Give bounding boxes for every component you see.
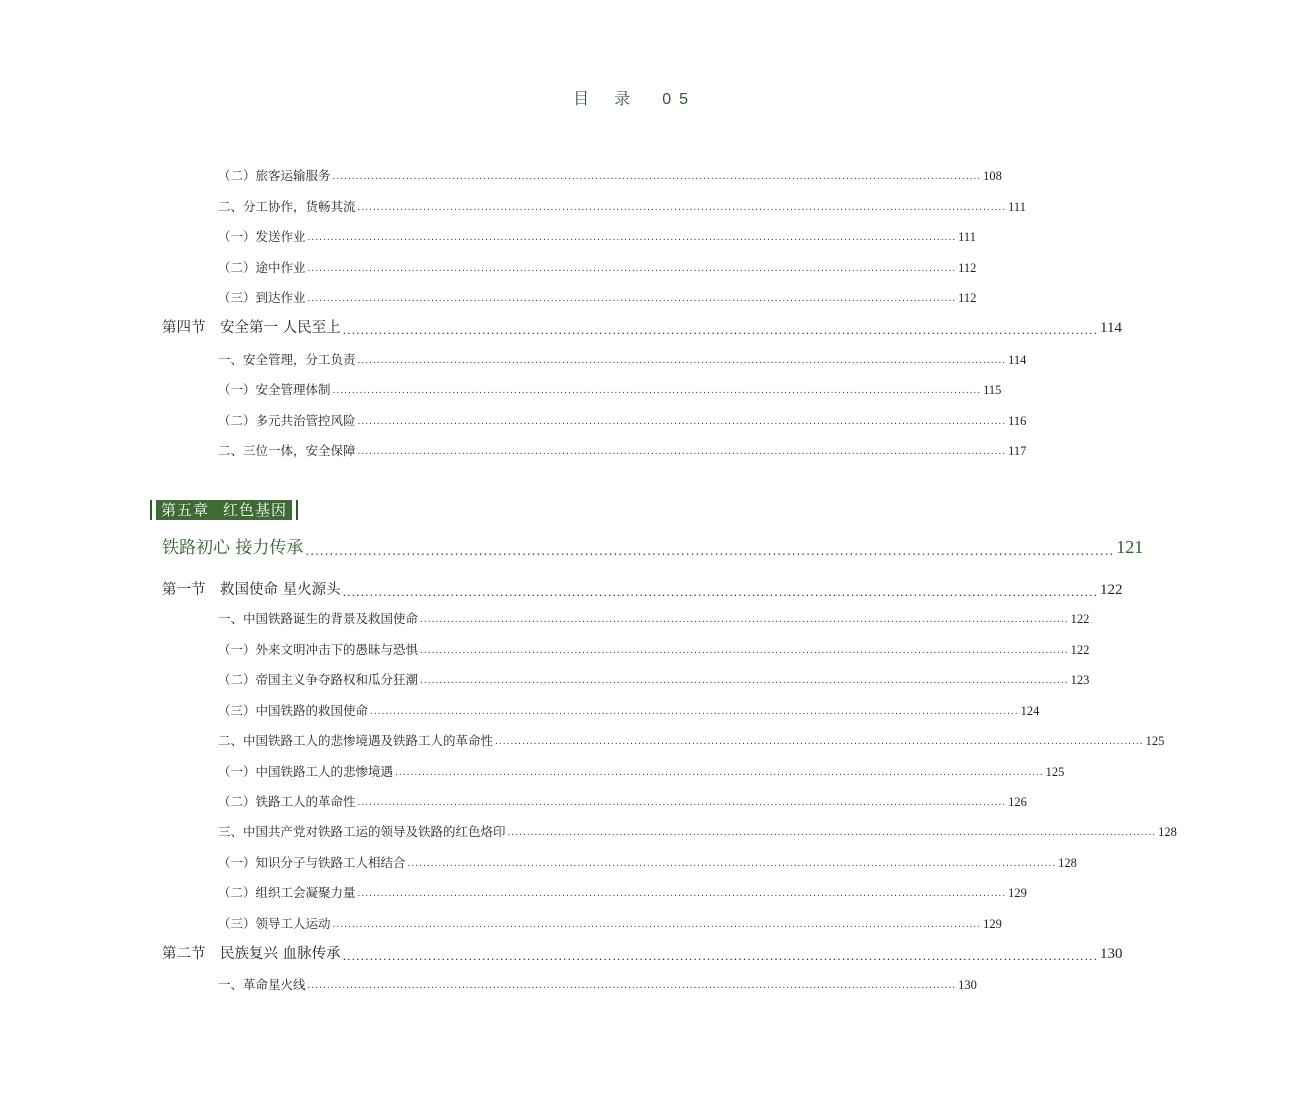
chapter-label [156,500,292,520]
toc-entry-page: 112 [958,291,977,305]
dot-leader: ........................................................................................................................................................................ [332,386,982,396]
toc-entry[interactable] [0,664,1090,688]
header-page-number: 05 [662,91,696,108]
toc-entry[interactable] [0,344,1027,368]
chapter-page: 121 [1116,537,1144,557]
toc-chapter-entry[interactable] [0,530,1144,558]
dot-leader: ........................................................................................................................................................................ [332,172,982,182]
dot-leader: ........................................................................................................................................................................ [420,646,1069,656]
dot-leader: ........................................................................................................................................................................ [420,676,1069,686]
toc-entry-label: 一、安全管理，分工负责 [218,352,356,367]
dot-leader: ........................................................................................................................................................................ [495,737,1144,747]
dot-leader: ........................................................................................................................................................................ [305,544,1115,558]
toc-entry-label: （一）安全管理体制 [218,382,331,397]
toc-entry-page: 129 [1008,886,1027,900]
dot-leader: ........................................................................................................................................................................ [357,417,1007,427]
dot-leader: ........................................................................................................................................................................ [332,920,982,930]
toc-entry-label: 第一节 救国使命 星火源头 [162,582,341,598]
toc-entry[interactable] [0,282,977,306]
toc-entry-page: 128 [1058,856,1077,870]
toc-entry-page: 128 [1158,825,1177,839]
toc-entry-page: 122 [1070,612,1090,626]
toc-entry-page: 115 [983,383,1002,397]
dot-leader: ........................................................................................................................................................................ [357,356,1007,366]
toc-section-entry[interactable] [0,313,1122,337]
dot-leader: ........................................................................................................................................................................ [342,324,1099,337]
toc-entry-page: 130 [1100,946,1123,962]
toc-entry-page: 111 [1008,200,1026,214]
toc-entry-label: 二、中国铁路工人的悲惨境遇及铁路工人的革命性 [218,733,494,748]
toc-section-entry[interactable] [0,575,1123,599]
badge-left-bar [150,500,152,520]
toc-entry-page: 130 [958,978,977,992]
toc-entry[interactable] [0,160,1002,184]
toc-entry[interactable] [0,847,1077,871]
header-title: 目 录 [573,89,641,108]
toc-entry-page: 116 [1008,414,1027,428]
toc-entry-label: （二）铁路工人的革命性 [218,794,356,809]
toc-entry-label: 二、分工协作，货畅其流 [218,199,356,214]
toc-entry-page: 114 [1100,320,1122,336]
toc-entry-label: 第二节 民族复兴 血脉传承 [162,946,341,962]
toc-entry[interactable] [0,908,1002,932]
toc-entry[interactable] [0,634,1090,658]
dot-leader: ........................................................................................................................................................................ [357,798,1007,808]
toc-entry-page: 129 [983,917,1002,931]
toc-entry-label: （二）帝国主义争夺路权和瓜分狂潮 [218,672,419,687]
toc-entry[interactable] [0,816,1177,840]
toc-entry-label: （一）中国铁路工人的悲惨境遇 [218,764,394,779]
dot-leader: ........................................................................................................................................................................ [507,828,1157,838]
chapter-badge [150,500,298,520]
toc-entry-label: （二）组织工会凝聚力量 [218,885,356,900]
dot-leader: ........................................................................................................................................................................ [395,768,1044,778]
dot-leader: ........................................................................................................................................................................ [357,889,1007,899]
dot-leader: ........................................................................................................................................................................ [420,615,1069,625]
toc-entry-label: 二、三位一体，安全保障 [218,443,356,458]
chapter-title: 铁路初心 接力传承 [162,538,304,558]
toc-entry-label: 一、中国铁路诞生的背景及救国使命 [218,611,419,626]
toc-entry-page: 123 [1070,673,1090,687]
dot-leader: ........................................................................................................................................................................ [357,447,1007,457]
toc-entry-label: （一）知识分子与铁路工人相结合 [218,855,406,870]
toc-entry[interactable] [0,435,1027,459]
toc-entry[interactable] [0,191,1026,215]
toc-entry[interactable] [0,969,977,993]
toc-entry-label: 第四节 安全第一 人民至上 [162,320,341,336]
toc-entry-label: （一）外来文明冲击下的愚昧与恐惧 [218,642,419,657]
toc-entry[interactable] [0,786,1027,810]
toc-entry-page: 111 [958,230,976,244]
toc-entry[interactable] [0,603,1090,627]
toc-entry-page: 122 [1070,643,1090,657]
toc-entry-page: 125 [1045,765,1065,779]
dot-leader: ........................................................................................................................................................................ [307,981,957,991]
toc-entry-label: （一）发送作业 [218,229,306,244]
dot-leader: ........................................................................................................................................................................ [342,950,1099,963]
toc-entry-label: （三）到达作业 [218,290,306,305]
chapter-number: 第五章 [161,501,210,519]
toc-entry-label: （三）领导工人运动 [218,916,331,931]
dot-leader: ........................................................................................................................................................................ [307,233,957,243]
toc-entry-page: 117 [1008,444,1027,458]
toc-entry[interactable] [0,221,976,245]
toc-entry[interactable] [0,725,1165,749]
toc-entry-page: 122 [1100,582,1123,598]
toc-section-entry[interactable] [0,939,1123,963]
toc-entry-page: 126 [1008,795,1027,809]
toc-entry-label: 三、中国共产党对铁路工运的领导及铁路的红色烙印 [218,824,506,839]
toc-entry-page: 124 [1020,704,1040,718]
dot-leader: ........................................................................................................................................................................ [370,707,1019,717]
toc-entry[interactable] [0,252,977,276]
badge-right-bar [296,500,298,520]
toc-entry-page: 114 [1008,353,1027,367]
dot-leader: ........................................................................................................................................................................ [357,203,1007,213]
toc-entry-label: （二）旅客运输服务 [218,168,331,183]
toc-entry[interactable] [0,877,1027,901]
toc-entry-page: 112 [958,261,977,275]
toc-entry[interactable] [0,405,1027,429]
dot-leader: ........................................................................................................................................................................ [407,859,1057,869]
toc-entry[interactable] [0,756,1065,780]
dot-leader: ........................................................................................................................................................................ [307,294,957,304]
toc-entry-page: 125 [1145,734,1165,748]
toc-entry-label: （二）多元共治管控风险 [218,413,356,428]
chapter-theme: 红色基因 [223,501,288,519]
running-header [573,86,696,109]
toc-entry-label: （三）中国铁路的救国使命 [218,703,369,718]
toc-entry-label: 一、革命星火线 [218,977,306,992]
toc-entry-label: （二）途中作业 [218,260,306,275]
toc-entry-page: 108 [983,169,1002,183]
toc-entry[interactable] [0,374,1002,398]
toc-entry[interactable] [0,695,1040,719]
dot-leader: ........................................................................................................................................................................ [307,264,957,274]
dot-leader: ........................................................................................................................................................................ [342,586,1099,599]
